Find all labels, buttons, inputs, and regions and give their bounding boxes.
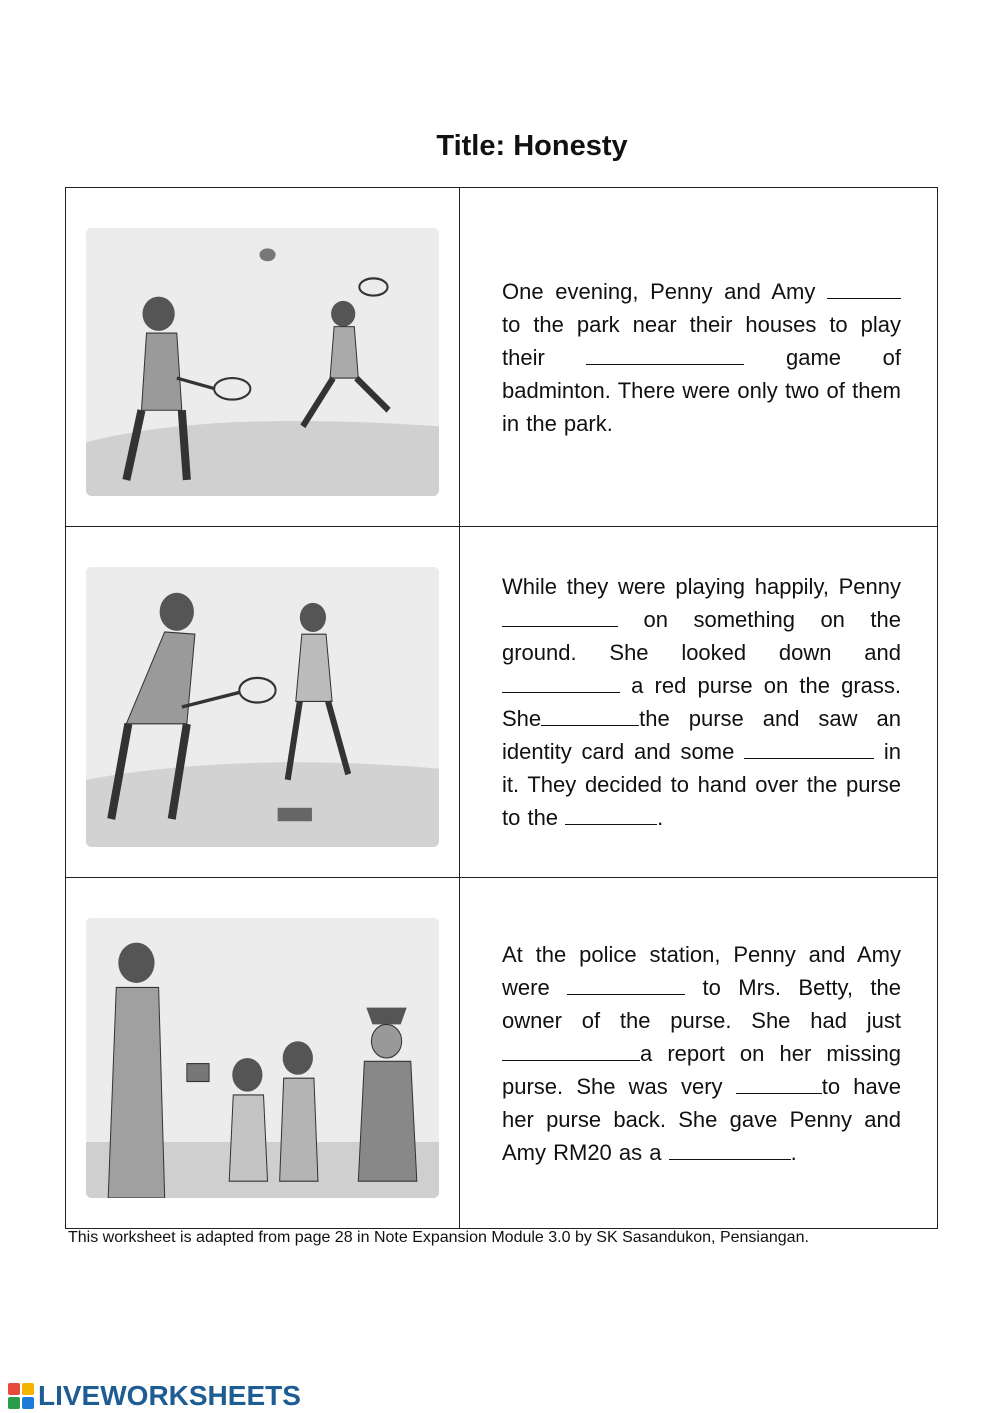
purse-illustration (86, 567, 439, 847)
passage-text: game of badminton. There were only two of them in the park. (502, 344, 901, 436)
answer-blank[interactable] (827, 278, 901, 299)
answer-blank[interactable] (541, 705, 639, 726)
passage-3 (502, 938, 901, 1169)
passage-text: . (790, 1139, 797, 1165)
passage-text: in it. They decided to hand over the purse to the (502, 739, 901, 830)
logo-square (22, 1397, 34, 1409)
answer-blank[interactable] (502, 1040, 640, 1061)
story-row (66, 878, 938, 1229)
picture-cell (66, 878, 460, 1229)
passage-text: At the police station, Penny and Amy were (502, 941, 901, 1000)
story-table (65, 187, 938, 1229)
story-row (66, 188, 938, 527)
answer-blank[interactable] (669, 1139, 791, 1160)
badminton-illustration (86, 228, 439, 496)
passage-text: to Mrs. Betty, the owner of the purse. She had just (502, 974, 902, 1033)
answer-blank[interactable] (586, 344, 744, 365)
passage-text: on something on the ground. She looked down and (502, 607, 901, 665)
passage-cell (460, 878, 938, 1229)
passage-text: the purse and saw an identity card and some (502, 706, 901, 764)
source-note: This worksheet is adapted from page 28 in Note Expansion Module 3.0 by SK Sasandukon, Pensiangan. (68, 1229, 809, 1246)
liveworksheets-icon (8, 1383, 34, 1409)
passage-cell (460, 527, 938, 878)
answer-blank[interactable] (567, 974, 685, 995)
answer-blank[interactable] (736, 1073, 822, 1094)
answer-blank[interactable] (744, 738, 874, 759)
answer-blank[interactable] (502, 606, 618, 627)
passage-text: to have her purse back. She gave Penny and Amy RM20 as a (502, 1073, 901, 1165)
brand-name: LIVEWORKSHEETS (38, 1380, 301, 1411)
passage-text: to the park near their houses to play their (502, 311, 901, 370)
police-station-illustration (86, 918, 439, 1198)
passage-text: While they were playing happily, Penny (502, 574, 901, 599)
passage-text: One evening, Penny and Amy (502, 278, 827, 304)
picture-cell (66, 188, 460, 527)
passage-cell (460, 188, 938, 527)
answer-blank[interactable] (502, 672, 620, 693)
passage-1 (502, 275, 901, 440)
worksheet-title: Title: Honesty (436, 130, 628, 162)
liveworksheets-logo[interactable] (8, 1380, 301, 1412)
passage-text: . (657, 805, 664, 830)
logo-square (8, 1383, 20, 1395)
story-row (66, 527, 938, 878)
logo-square (8, 1397, 20, 1409)
passage-2 (502, 570, 901, 834)
answer-blank[interactable] (565, 804, 657, 825)
logo-square (22, 1383, 34, 1395)
passage-text: a report on her missing purse. She was very (502, 1040, 901, 1099)
passage-text: a red purse on the grass. She (502, 673, 901, 731)
picture-cell (66, 527, 460, 878)
